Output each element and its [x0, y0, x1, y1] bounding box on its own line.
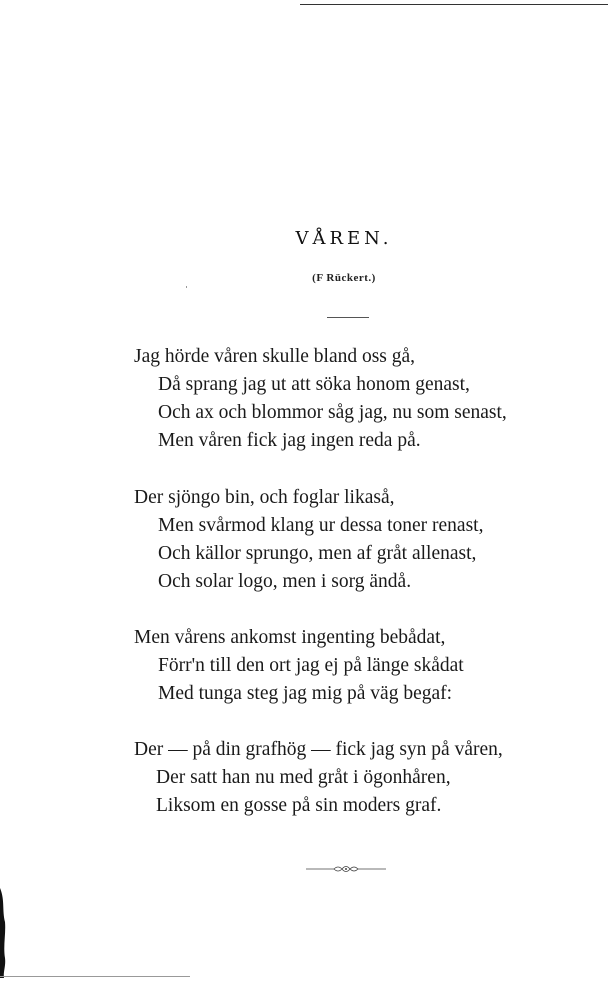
poem-attribution: (F Rückert.)	[312, 272, 376, 284]
title-divider	[327, 317, 369, 318]
poem-line: Liksom en gosse på sin moders graf.	[156, 795, 442, 816]
poem-line: Jag hörde våren skulle bland oss gå,	[134, 346, 416, 367]
poem-line: Förr'n till den ort jag ej på länge skådat	[158, 655, 464, 676]
poem-line: Och ax och blommor såg jag, nu som senast,	[158, 402, 507, 423]
paper-speck	[186, 286, 187, 288]
bottom-page-rule	[0, 976, 190, 977]
poem-line: Med tunga steg jag mig på väg begaf:	[158, 683, 453, 704]
poem-line: Då sprang jag ut att söka honom genast,	[158, 374, 470, 395]
poem-line: Men vårens ankomst ingenting bebådat,	[134, 627, 446, 648]
poem-line: Der satt han nu med gråt i ögonhåren,	[156, 767, 451, 788]
stanza-2	[134, 484, 594, 596]
poem-line: Och solar logo, men i sorg ändå.	[158, 571, 412, 592]
poem-line: Der — på din grafhög — fick jag syn på våren,	[134, 739, 503, 760]
fleuron-icon	[306, 862, 386, 876]
stanza-3	[134, 624, 594, 708]
poem-title: VÅREN.	[295, 228, 393, 249]
top-page-rule	[300, 4, 608, 5]
poem-line: Men våren fick jag ingen reda på.	[158, 430, 421, 451]
poem-line: Men svårmod klang ur dessa toner renast,	[158, 515, 484, 536]
poem-line: Och källor sprungo, men af gråt allenast,	[158, 543, 477, 564]
stanza-4	[134, 736, 594, 820]
binding-edge-mark	[0, 888, 6, 978]
stanza-1	[134, 343, 594, 455]
poem-line: Der sjöngo bin, och foglar likaså,	[134, 487, 395, 508]
